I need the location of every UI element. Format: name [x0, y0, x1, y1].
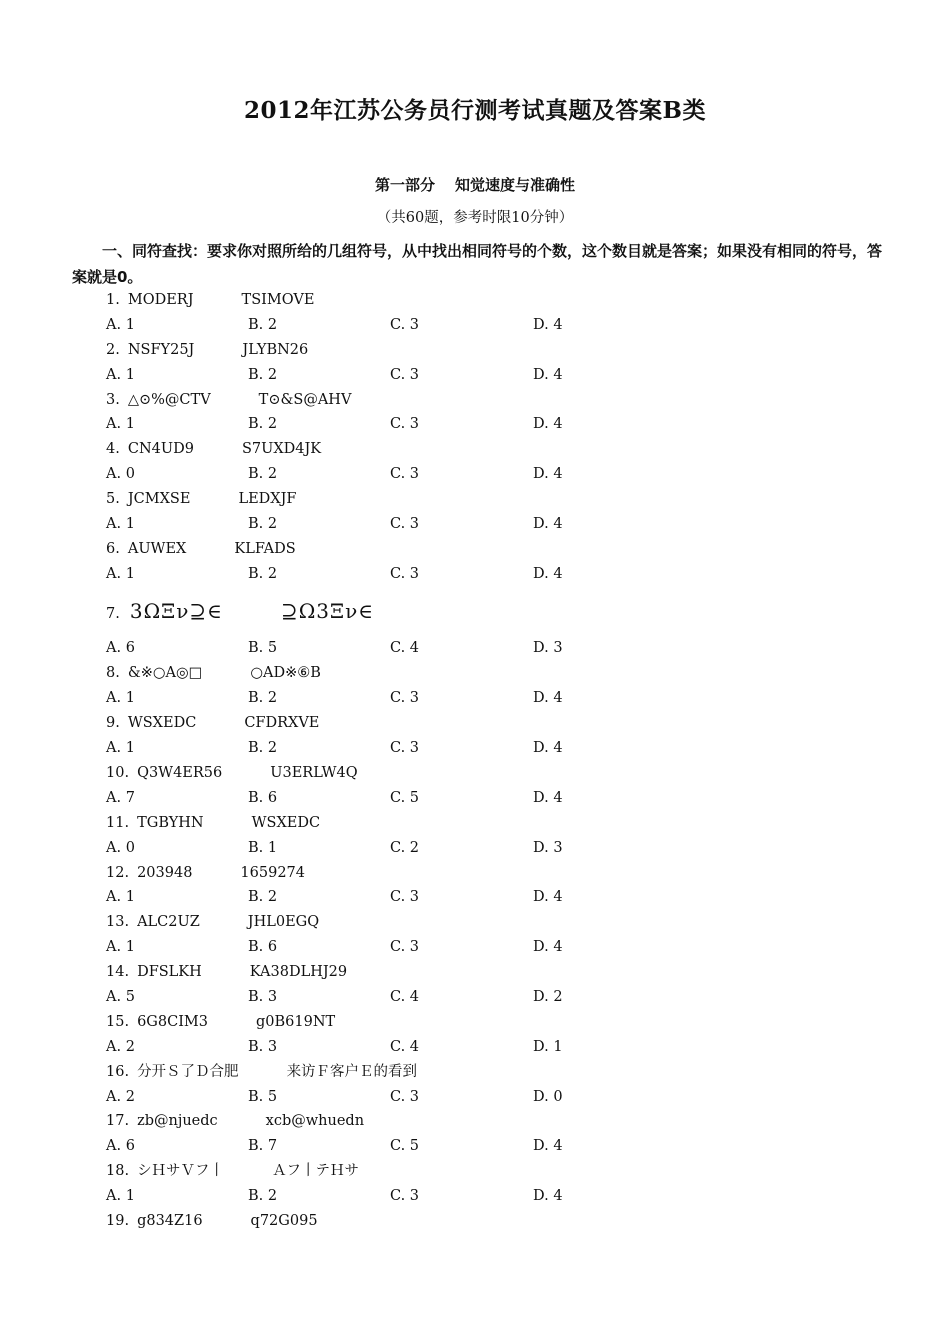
question-line [106, 1109, 866, 1134]
answer-option: A. 7 [106, 789, 135, 806]
question-line [106, 711, 866, 736]
symbol-group-b: g0B619NT [256, 1013, 336, 1030]
answer-option: D. 4 [533, 690, 563, 707]
question-number: 7. [106, 605, 120, 622]
answer-option: D. 4 [533, 316, 563, 333]
question-number: 14. [106, 964, 130, 981]
answer-option: A. 1 [106, 316, 135, 333]
symbol-group-b: U3ERLW4Q [270, 764, 358, 781]
answer-option: B. 2 [248, 740, 278, 757]
answer-option: B. 6 [248, 789, 278, 806]
answer-option: C. 3 [390, 516, 420, 533]
answer-option: A. 1 [106, 690, 135, 707]
answer-option: A. 1 [106, 366, 135, 383]
symbol-group-a: &※○A◎□ [127, 665, 203, 682]
answer-option: C. 3 [390, 740, 420, 757]
answer-options [106, 885, 866, 910]
answer-option: B. 2 [248, 516, 278, 533]
answer-option: A. 6 [106, 640, 135, 657]
symbol-group-a: DFSLKH [137, 964, 202, 981]
answer-option: A. 1 [106, 516, 135, 533]
answer-options [106, 512, 866, 537]
answer-option: A. 1 [106, 416, 135, 433]
answer-option: D. 1 [533, 1038, 563, 1055]
symbol-group-a: 6G8CIM3 [137, 1013, 208, 1030]
answer-option: A. 6 [106, 1138, 135, 1155]
answer-option: A. 0 [106, 466, 135, 483]
symbol-group-a: CN4UD9 [127, 441, 194, 458]
answer-option: B. 2 [248, 690, 278, 707]
question-line [106, 1159, 866, 1184]
answer-options [106, 1035, 866, 1060]
question-line [106, 537, 866, 562]
answer-option: A. 0 [106, 839, 135, 856]
answer-options [106, 462, 866, 487]
symbol-group-a: JCMXSE [127, 491, 191, 508]
question-line [106, 761, 866, 786]
symbol-group-b: WSXEDC [251, 814, 321, 831]
answer-option: A. 2 [106, 1038, 135, 1055]
answer-option: C. 3 [390, 416, 420, 433]
section-subtitle: （共60题，参考时限10分钟） [376, 210, 574, 226]
question-number: 18. [106, 1163, 130, 1180]
answer-option: D. 4 [533, 516, 563, 533]
answer-option: A. 1 [106, 740, 135, 757]
question-line [106, 1060, 866, 1085]
answer-option: D. 0 [533, 1088, 563, 1105]
question-number: 8. [106, 665, 120, 682]
question-number: 17. [106, 1113, 130, 1130]
question-line [106, 587, 866, 637]
answer-options [106, 313, 866, 338]
symbol-group-a: MODERJ [127, 292, 194, 308]
answer-option: D. 4 [533, 889, 563, 906]
symbol-group-b: LEDXJF [238, 491, 297, 508]
question-number: 19. [106, 1212, 130, 1229]
question-number: 3. [106, 391, 120, 408]
question-line [106, 910, 866, 935]
symbol-group-b: KA38DLHJ29 [249, 964, 348, 981]
answer-option: A. 1 [106, 939, 135, 956]
symbol-group-b: ⊇Ω3Ξν∈ [280, 598, 375, 623]
answer-option: C. 3 [390, 939, 420, 956]
question-line [106, 661, 866, 686]
symbol-group-a: NSFY25J [127, 341, 195, 358]
symbol-group-b: KLFADS [234, 540, 296, 557]
answer-option: B. 2 [248, 366, 278, 383]
answer-option: D. 4 [533, 466, 563, 483]
question-number: 15. [106, 1013, 130, 1030]
answer-options [106, 935, 866, 960]
answer-options [106, 412, 866, 437]
symbol-group-a: 分开Ｓ了Ｄ合肥 [137, 1063, 239, 1080]
answer-option: B. 5 [248, 640, 278, 657]
symbol-group-b: T⊙&S@AHV [258, 391, 352, 408]
answer-option: D. 4 [533, 1138, 563, 1155]
answer-option: C. 4 [390, 988, 420, 1005]
question-number: 1. [106, 292, 120, 308]
answer-option: C. 3 [390, 889, 420, 906]
answer-options [106, 562, 866, 587]
answer-option: D. 3 [533, 640, 563, 657]
answer-option: D. 3 [533, 839, 563, 856]
symbol-group-b: q72G095 [250, 1212, 318, 1229]
symbol-group-a: ALC2UZ [137, 914, 200, 931]
section-part: 第一部分 [374, 176, 435, 194]
answer-option: D. 4 [533, 416, 563, 433]
section-name: 知觉速度与准确性 [455, 176, 576, 194]
answer-option: D. 4 [533, 740, 563, 757]
symbol-group-b: Ａフ丨テＨサ [272, 1163, 360, 1180]
answer-option: C. 4 [390, 640, 420, 657]
question-number: 9. [106, 715, 120, 732]
answer-option: C. 5 [390, 789, 420, 806]
question-line [106, 437, 866, 462]
question-number: 5. [106, 491, 120, 508]
answer-option: D. 4 [533, 939, 563, 956]
answer-option: A. 1 [106, 565, 135, 582]
answer-option: C. 3 [390, 1188, 420, 1205]
question-line [106, 811, 866, 836]
answer-options [106, 363, 866, 388]
answer-option: B. 3 [248, 988, 278, 1005]
answer-options [106, 836, 866, 861]
question-number: 12. [106, 864, 130, 881]
symbol-group-a: TGBYHN [137, 814, 204, 831]
symbol-group-a: 3ΩΞν⊇∈ [129, 598, 223, 623]
symbol-group-b: JLYBN26 [242, 341, 309, 358]
question-line [106, 487, 866, 512]
question-list [106, 288, 866, 1234]
symbol-group-a: g834Z16 [137, 1212, 203, 1229]
document-title: 2012年江苏公务员行测考试真题及答案B类 [244, 97, 706, 124]
question-number: 2. [106, 341, 120, 358]
answer-option: B. 1 [248, 839, 278, 856]
answer-option: B. 2 [248, 316, 278, 333]
symbol-group-b: xcb@whuedn [265, 1113, 365, 1130]
symbol-group-b: 来访Ｆ客户Ｅ的看到 [286, 1063, 418, 1080]
answer-option: C. 3 [390, 366, 420, 383]
answer-option: D. 4 [533, 789, 563, 806]
answer-option: C. 3 [390, 690, 420, 707]
answer-option: C. 5 [390, 1138, 420, 1155]
answer-option: B. 3 [248, 1038, 278, 1055]
question-line [106, 338, 866, 363]
answer-options [106, 786, 866, 811]
answer-option: C. 3 [390, 1088, 420, 1105]
answer-option: B. 7 [248, 1138, 278, 1155]
answer-options [106, 1134, 866, 1159]
question-line [106, 288, 866, 313]
answer-options [106, 1184, 866, 1209]
symbol-group-a: Q3W4ER56 [137, 764, 223, 781]
question-line [106, 861, 866, 886]
symbol-group-a: AUWEX [127, 540, 187, 557]
symbol-group-a: zb@njuedc [137, 1113, 218, 1130]
answer-options [106, 686, 866, 711]
answer-option: D. 4 [533, 366, 563, 383]
answer-option: D. 4 [533, 1188, 563, 1205]
symbol-group-b: JHL0EGQ [247, 914, 320, 931]
instructions-paragraph: 一、同符查找：要求你对照所给的几组符号，从中找出相同符号的个数，这个数目就是答案；如果没有相同的符号，答案就是0。 [72, 242, 883, 286]
answer-option: C. 2 [390, 839, 420, 856]
answer-option: B. 2 [248, 466, 278, 483]
answer-option: C. 3 [390, 466, 420, 483]
question-number: 11. [106, 814, 130, 831]
question-number: 16. [106, 1063, 130, 1080]
answer-option: A. 2 [106, 1088, 135, 1105]
symbol-group-a: シＨサＶフ丨 [137, 1163, 225, 1180]
question-line [106, 1209, 866, 1234]
symbol-group-a: △⊙%@CTV [127, 391, 211, 408]
answer-option: B. 2 [248, 889, 278, 906]
question-number: 10. [106, 764, 130, 781]
answer-option: A. 1 [106, 889, 135, 906]
answer-options [106, 636, 866, 661]
answer-option: D. 2 [533, 988, 563, 1005]
question-line [106, 388, 866, 413]
answer-options [106, 985, 866, 1010]
answer-options [106, 736, 866, 761]
section-heading [0, 174, 950, 195]
answer-option: B. 2 [248, 1188, 278, 1205]
symbol-group-b: CFDRXVE [244, 715, 320, 732]
answer-option: B. 2 [248, 565, 278, 582]
symbol-group-b: TSIMOVE [241, 292, 315, 308]
question-number: 4. [106, 441, 120, 458]
answer-options [106, 1085, 866, 1110]
symbol-group-b: 1659274 [240, 864, 305, 881]
symbol-group-a: WSXEDC [127, 715, 197, 732]
answer-option: C. 3 [390, 316, 420, 333]
answer-option: A. 5 [106, 988, 135, 1005]
symbol-group-b: S7UXD4JK [241, 441, 322, 458]
answer-option: C. 4 [390, 1038, 420, 1055]
question-line [106, 960, 866, 985]
answer-option: B. 5 [248, 1088, 278, 1105]
question-number: 6. [106, 540, 120, 557]
answer-option: A. 1 [106, 1188, 135, 1205]
answer-option: B. 6 [248, 939, 278, 956]
symbol-group-b: ○AD※⑥B [250, 665, 321, 682]
question-line [106, 1010, 866, 1035]
answer-option: C. 3 [390, 565, 420, 582]
answer-option: D. 4 [533, 565, 563, 582]
question-number: 13. [106, 914, 130, 931]
symbol-group-a: 203948 [137, 864, 193, 881]
answer-option: B. 2 [248, 416, 278, 433]
